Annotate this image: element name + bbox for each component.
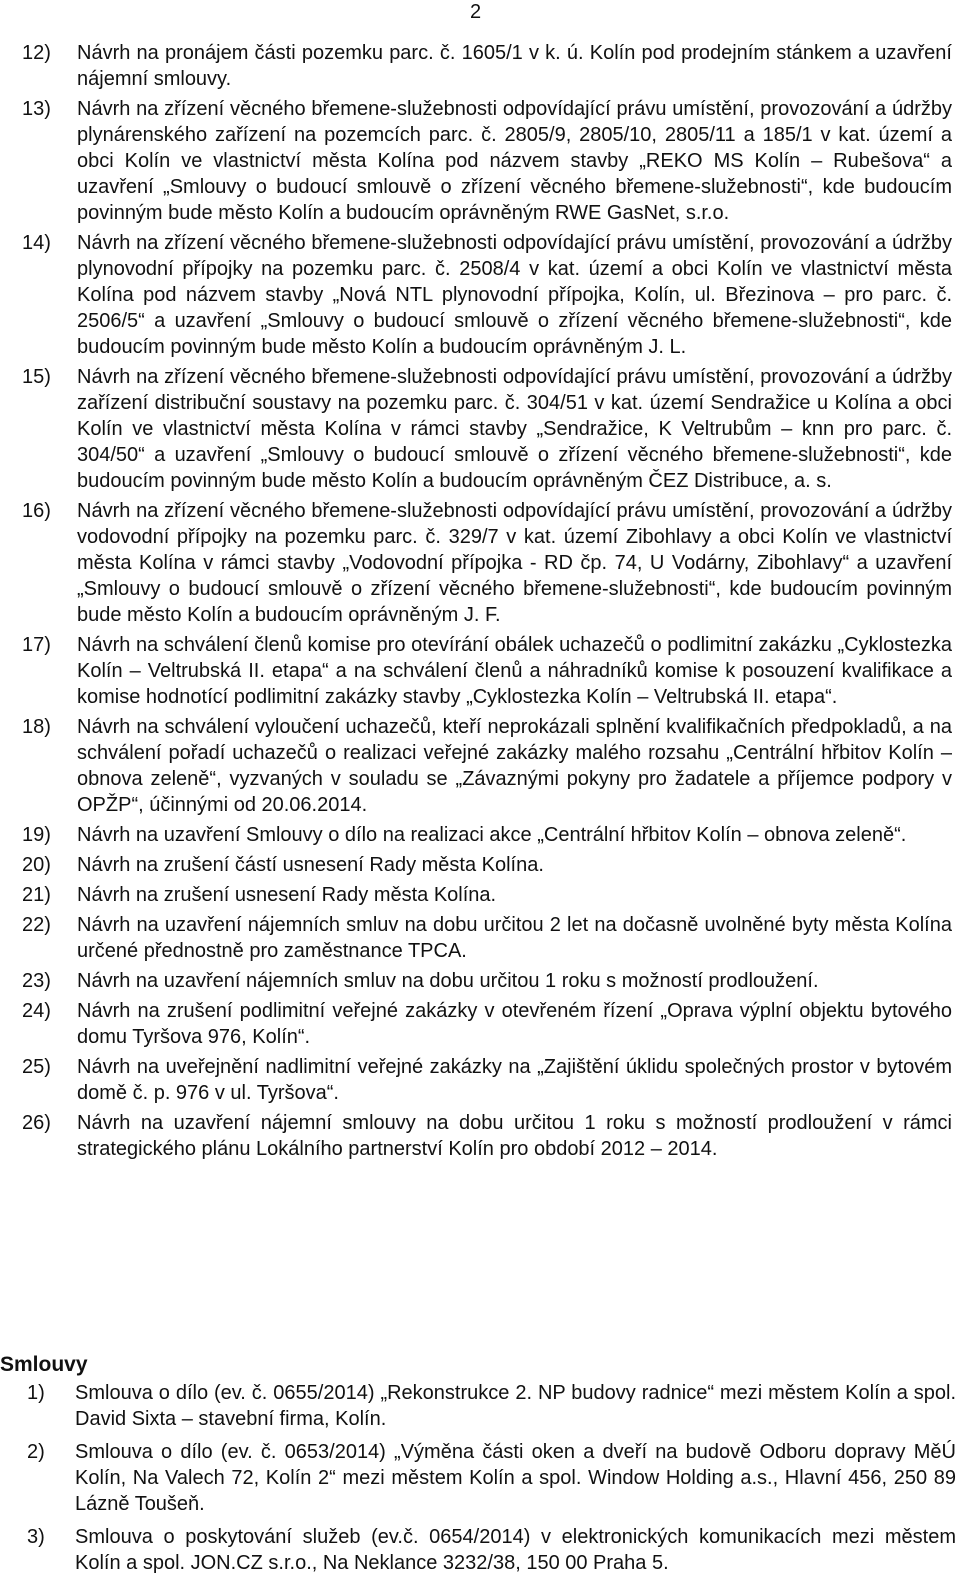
agenda-item-12	[0, 40, 960, 92]
agenda-item-text: Návrh na zřízení věcného břemene-služebnosti odpovídající právu umístění, provozování a údržby zařízení distribuční soustavy na pozemku parc. č. 304/51 v kat. území Sendražice u Kolína a obci Kolín ve vlastnictví města Kolína v rámci stavby „Sendražice, K Veltrubům – knn pro parc. č. 304/50“ a uzavření „Smlouvy o budoucí smlouvě o zřízení věcného břemene-služebnosti“, kde budoucím povinným bude město Kolín a budoucím oprávněným ČEZ Distribuce, a. s.	[77, 366, 952, 492]
agenda-item-26	[0, 1110, 960, 1162]
agenda-item-23	[0, 968, 960, 994]
agenda-item-13	[0, 96, 960, 226]
agenda-item-text: Návrh na uzavření Smlouvy o dílo na realizaci akce „Centrální hřbitov Kolín – obnova zeleně“.	[77, 824, 907, 846]
agenda-item-14	[0, 230, 960, 360]
agenda-item-number: 26)	[22, 1112, 51, 1134]
agenda-item-number: 24)	[22, 1000, 51, 1022]
agenda-item-21	[0, 882, 960, 908]
section-heading-contracts: Smlouvy	[0, 1353, 88, 1376]
contract-item-number: 2)	[27, 1441, 45, 1463]
agenda-item-number: 12)	[22, 42, 51, 64]
contract-item-3	[0, 1524, 960, 1576]
agenda-item-number: 21)	[22, 884, 51, 906]
contract-item-text: Smlouva o dílo (ev. č. 0655/2014) „Rekonstrukce 2. NP budovy radnice“ mezi městem Kolín a spol. David Sixta – stavební firma, Kolín.	[75, 1382, 956, 1430]
agenda-item-number: 20)	[22, 854, 51, 876]
agenda-item-text: Návrh na zrušení podlimitní veřejné zakázky v otevřeném řízení „Oprava výplní objektu bytového domu Tyršova 976, Kolín“.	[77, 1000, 952, 1048]
contracts-list	[0, 1380, 960, 1576]
agenda-item-15	[0, 364, 960, 494]
page-number: 2	[470, 1, 482, 23]
agenda-item-number: 22)	[22, 914, 51, 936]
agenda-item-text: Návrh na schválení členů komise pro otevírání obálek uchazečů o podlimitní zakázku „Cyklostezka Kolín – Veltrubská II. etapa“ a na schválení členů a náhradníků komise k posouzení kvalifikace a komise hodnotící podlimitní zakázky stavby „Cyklostezka Kolín – Veltrubská II. etapa“.	[77, 634, 952, 708]
agenda-item-22	[0, 912, 960, 964]
agenda-item-18	[0, 714, 960, 818]
agenda-item-number: 25)	[22, 1056, 51, 1078]
agenda-item-text: Návrh na zřízení věcného břemene-služebnosti odpovídající právu umístění, provozování a údržby plynárenského zařízení na pozemcích parc. č. 2805/9, 2805/10, 2805/11 a 185/1 v kat. území a obci Kolín ve vlastnictví města Kolína pod názvem stavby „REKO MS Kolín – Rubešova“ a uzavření „Smlouvy o budoucí smlouvě o zřízení věcného břemene-služebnosti“, kde budoucím povinným bude město Kolín a budoucím oprávněným RWE GasNet, s.r.o.	[77, 98, 952, 224]
agenda-item-24	[0, 998, 960, 1050]
agenda-item-number: 13)	[22, 98, 51, 120]
contract-item-text: Smlouva o poskytování služeb (ev.č. 0654/2014) v elektronických komunikacích mezi městem Kolín a spol. JON.CZ s.r.o., Na Neklance 3232/38, 150 00 Praha 5.	[75, 1526, 956, 1574]
contract-item-1	[0, 1380, 960, 1432]
contract-item-number: 1)	[27, 1382, 45, 1404]
agenda-item-number: 15)	[22, 366, 51, 388]
contract-item-number: 3)	[27, 1526, 45, 1548]
contract-item-2	[0, 1439, 960, 1517]
agenda-item-number: 17)	[22, 634, 51, 656]
agenda-item-number: 19)	[22, 824, 51, 846]
agenda-item-number: 18)	[22, 716, 51, 738]
agenda-item-text: Návrh na zřízení věcného břemene-služebnosti odpovídající právu umístění, provozování a údržby vodovodní přípojky na pozemku parc. č. 329/7 v kat. území Zibohlavy a obci Kolín ve vlastnictví města Kolína v rámci stavby „Vodovodní přípojka - RD čp. 74, U Vodárny, Zibohlavy“ a uzavření „Smlouvy o budoucí smlouvě o zřízení věcného břemene-služebnosti“, kde budoucím povinným bude město Kolín a budoucím oprávněným J. F.	[77, 500, 952, 626]
agenda-item-text: Návrh na uzavření nájemních smluv na dobu určitou 2 let na dočasně uvolněné byty města Kolína určené přednostně pro zaměstnance TPCA.	[77, 914, 952, 962]
agenda-item-text: Návrh na pronájem části pozemku parc. č. 1605/1 v k. ú. Kolín pod prodejním stánkem a uzavření nájemní smlouvy.	[77, 42, 952, 90]
agenda-item-text: Návrh na zřízení věcného břemene-služebnosti odpovídající právu umístění, provozování a údržby plynovodní přípojky na pozemku parc. č. 2508/4 v kat. území a obci Kolín ve vlastnictví města Kolína pod názvem stavby „Nová NTL plynovodní přípojka, Kolín, ul. Březinova – pro parc. č. 2506/5“ a uzavření „Smlouvy o budoucí smlouvě o zřízení věcného břemene-služebnosti“, kde budoucím povinným bude město Kolín a budoucím oprávněným J. L.	[77, 232, 952, 358]
agenda-item-text: Návrh na zrušení částí usnesení Rady města Kolína.	[77, 854, 544, 876]
agenda-item-20	[0, 852, 960, 878]
agenda-item-text: Návrh na uveřejnění nadlimitní veřejné zakázky na „Zajištění úklidu společných prostor v bytovém domě č. p. 976 v ul. Tyršova“.	[77, 1056, 952, 1104]
agenda-item-text: Návrh na uzavření nájemních smluv na dobu určitou 1 roku s možností prodloužení.	[77, 970, 819, 992]
agenda-item-number: 14)	[22, 232, 51, 254]
agenda-item-19	[0, 822, 960, 848]
agenda-item-number: 23)	[22, 970, 51, 992]
agenda-item-text: Návrh na schválení vyloučení uchazečů, kteří neprokázali splnění kvalifikačních předpokladů, a na schválení pořadí uchazečů o realizaci veřejné zakázky malého rozsahu „Centrální hřbitov Kolín – obnova zeleně“, vyzvaných v souladu se „Závaznými pokyny pro žadatele a příjemce podpory v OPŽP“, účinnými od 20.06.2014.	[77, 716, 952, 816]
agenda-item-16	[0, 498, 960, 628]
agenda-item-text: Návrh na zrušení usnesení Rady města Kolína.	[77, 884, 497, 906]
agenda-item-number: 16)	[22, 500, 51, 522]
agenda-item-25	[0, 1054, 960, 1106]
agenda-item-17	[0, 632, 960, 710]
contract-item-text: Smlouva o dílo (ev. č. 0653/2014) „Výměna části oken a dveří na budově Odboru dopravy MěÚ Kolín, Na Valech 72, Kolín 2“ mezi městem Kolín a spol. Window Holding a.s., Hlavní 456, 250 89 Lázně Toušeň.	[75, 1441, 956, 1515]
agenda-item-text: Návrh na uzavření nájemní smlouvy na dobu určitou 1 roku s možností prodloužení v rámci strategického plánu Lokálního partnerství Kolín pro období 2012 – 2014.	[77, 1112, 952, 1160]
agenda-list	[0, 40, 960, 1162]
